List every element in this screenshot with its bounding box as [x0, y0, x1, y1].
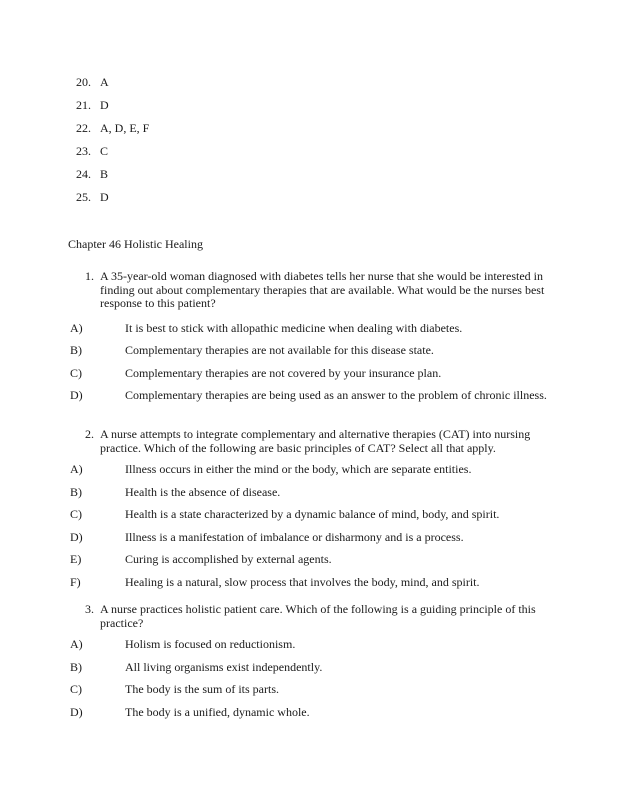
option-letter: A) — [70, 320, 83, 335]
question-2 — [0, 428, 622, 589]
question-number: 3. — [85, 602, 94, 616]
option-text: Curing is accomplished by external agents. — [125, 552, 332, 566]
answer-key-item — [76, 167, 149, 190]
answer-key-item — [76, 144, 149, 167]
option-letter: D) — [70, 529, 83, 544]
option-letter: B) — [70, 343, 82, 357]
answer-number: 24. — [76, 167, 91, 181]
option-text: The body is a unified, dynamic whole. — [125, 704, 310, 719]
chapter-heading: Chapter 46 Holistic Healing — [68, 237, 203, 251]
option-letter: D) — [70, 704, 83, 719]
option-text: Holism is focused on reductionism. — [125, 637, 296, 651]
option-text: Health is a state characterized by a dynamic balance of mind, body, and spirit. — [125, 507, 500, 521]
answer-option — [0, 389, 550, 403]
question-stem — [0, 603, 550, 630]
answer-option — [0, 661, 550, 675]
answer-option — [0, 576, 550, 590]
option-letter: A) — [70, 462, 83, 476]
option-letter: A) — [70, 637, 83, 651]
question-3 — [0, 603, 622, 719]
answer-number: 22. — [76, 121, 91, 135]
answer-option — [0, 531, 550, 545]
option-text: The body is the sum of its parts. — [125, 682, 279, 696]
answer-number: 23. — [76, 144, 91, 158]
answer-option — [0, 367, 550, 381]
answer-key-item — [76, 121, 149, 144]
question-stem — [0, 428, 550, 455]
question-number: 1. — [85, 269, 94, 283]
option-text: It is best to stick with allopathic medicine when dealing with diabetes. — [125, 320, 463, 335]
answer-key-item — [76, 190, 149, 213]
answer-option — [0, 553, 550, 567]
answer-value: D — [100, 190, 109, 204]
answer-number: 20. — [76, 75, 91, 89]
option-letter: E) — [70, 552, 82, 566]
answer-key-list — [76, 75, 149, 213]
answer-key-item — [76, 75, 149, 98]
question-stem — [0, 270, 550, 311]
option-letter: C) — [70, 682, 82, 696]
answer-option — [0, 706, 550, 720]
question-number: 2. — [85, 427, 94, 441]
question-1 — [0, 270, 622, 403]
answer-option — [0, 486, 550, 500]
question-text: A 35-year-old woman diagnosed with diabetes tells her nurse that she would be interested in finding out about complementary therapies that are available. What would be the nurses best response to this patient? — [100, 269, 545, 310]
option-text: Complementary therapies are being used as an answer to the problem of chronic illness. — [125, 388, 547, 402]
question-text: A nurse attempts to integrate complementary and alternative therapies (CAT) into nursing practice. Which of the following are basic principles of CAT? Select all that apply. — [100, 427, 531, 455]
answer-key-item — [76, 98, 149, 121]
answer-option — [0, 508, 550, 522]
option-letter: D) — [70, 388, 83, 402]
answer-value: B — [100, 167, 109, 181]
answer-value: A — [100, 75, 109, 89]
answer-option — [0, 322, 550, 336]
answer-value: D — [100, 98, 109, 112]
option-text: All living organisms exist independently. — [125, 659, 323, 674]
answer-option — [0, 683, 550, 697]
option-text: Health is the absence of disease. — [125, 484, 281, 499]
option-letter: C) — [70, 365, 82, 380]
answer-option — [0, 344, 550, 358]
option-text: Illness is a manifestation of imbalance or disharmony and is a process. — [125, 529, 464, 544]
option-letter: C) — [70, 507, 82, 521]
option-letter: B) — [70, 659, 82, 674]
answer-value: A, D, E, F — [100, 121, 150, 135]
answer-number: 21. — [76, 98, 91, 112]
answer-option — [0, 638, 550, 652]
answer-option — [0, 463, 550, 477]
answer-number: 25. — [76, 190, 91, 204]
option-letter: B) — [70, 484, 82, 499]
option-text: Healing is a natural, slow process that involves the body, mind, and spirit. — [125, 574, 480, 589]
question-text: A nurse practices holistic patient care. Which of the following is a guiding principle of this practice? — [100, 602, 536, 630]
option-text: Complementary therapies are not available for this disease state. — [125, 343, 434, 357]
option-letter: F) — [70, 574, 81, 589]
option-text: Illness occurs in either the mind or the body, which are separate entities. — [125, 462, 472, 476]
option-text: Complementary therapies are not covered by your insurance plan. — [125, 365, 442, 380]
answer-value: C — [100, 144, 109, 158]
